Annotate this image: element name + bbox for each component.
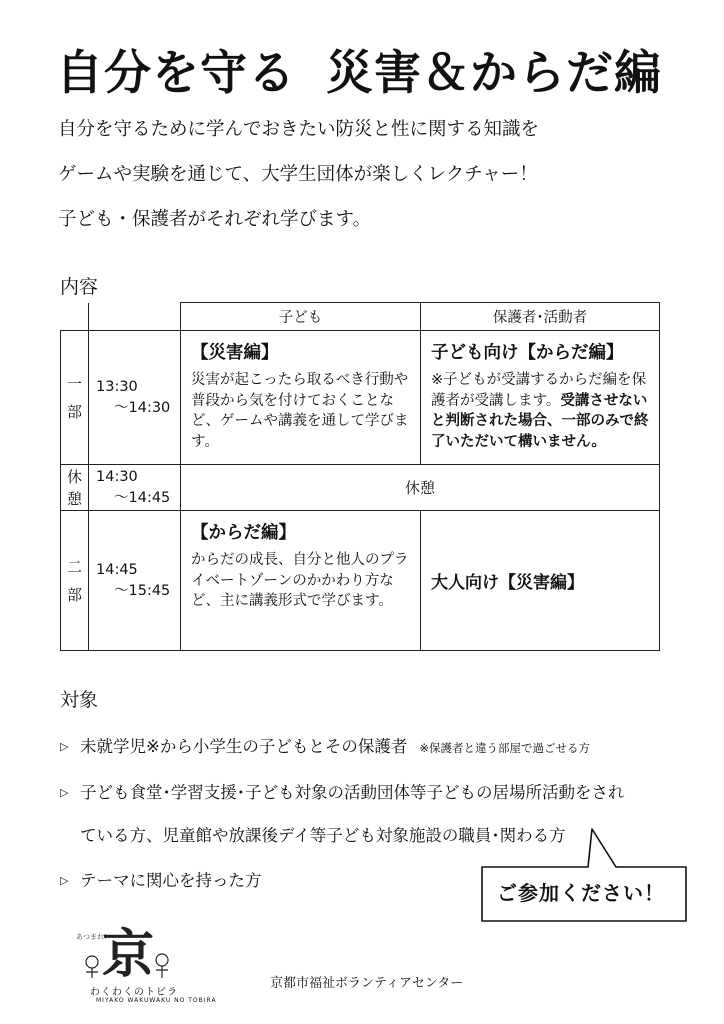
part1-label: 一部: [61, 331, 89, 465]
part1-guardian-note: ※子どもが受講するからだ編を保護者が受講します。: [431, 372, 647, 409]
title-part1: 自分を守る: [56, 46, 296, 101]
part1-guardian-note-bold: 受講させないと判断された場合、一部のみで終了いただいて構いません。: [431, 392, 649, 450]
triangle-bullet-icon: ▷: [60, 874, 69, 887]
part1-child-heading: 【災害編】: [191, 343, 279, 363]
break-time: 14:30 ～14:45: [89, 465, 181, 511]
part1-child-cell: [181, 331, 421, 465]
logo-kanji: 京: [102, 924, 155, 985]
column-header-guardian: 保護者･活動者: [421, 303, 660, 331]
footer-organization: 京都市福祉ボランティアセンター: [270, 976, 464, 991]
schedule-table: [60, 302, 660, 651]
people-illustration-icon: [70, 912, 180, 984]
column-header-child: 子ども: [181, 303, 421, 331]
intro-line-2: ゲームや実験を通じて、大学生団体が楽しくレクチャー！: [58, 164, 538, 185]
content-heading: 内容: [60, 276, 99, 298]
part1-guardian-heading: 子ども向け【からだ編】: [431, 343, 624, 363]
part1-time: 13:30 ～14:30: [89, 331, 181, 465]
part2-child-heading: 【からだ編】: [191, 523, 296, 543]
target-heading: 対象: [60, 689, 99, 711]
page-title: [56, 36, 662, 103]
break-cell: 休憩: [181, 465, 660, 511]
target-item-1: ▷ 未就学児※から小学生の子どもとその保護者 ※保護者と違う部屋で過ごせる方: [60, 737, 590, 756]
triangle-bullet-icon: ▷: [60, 740, 69, 753]
title-part2: 災害＆からだ編: [326, 46, 662, 101]
intro-line-3: 子ども・保護者がそれぞれ学びます。: [58, 209, 372, 230]
target-item-2: ▷ 子ども食堂･学習支援･子ども対象の活動団体等子どもの居場所活動をされ: [60, 783, 625, 802]
intro-line-1: 自分を守るために学んでおきたい防災と性に関する知識を: [58, 119, 540, 140]
part1-child-body: 災害が起こったら取るべき行動や普段から気を付けておくことなど、ゲームや講義を通して学びます。: [191, 372, 409, 450]
speech-bubble: [480, 825, 690, 925]
part2-time: 14:45 ～15:45: [89, 511, 181, 651]
target-item-3: ▷ テーマに関心を持った方: [60, 871, 262, 890]
bubble-text: ご参加ください！: [497, 881, 665, 905]
logo-text: わくわくのトビラ: [90, 987, 178, 998]
logo-tag: あつまれ!: [76, 933, 107, 941]
target-item-1-note: ※保護者と違う部屋で過ごせる方: [419, 741, 590, 755]
logo-subtext: MIYAKO WAKUWAKU NO TOBIRA: [96, 997, 217, 1004]
part2-guardian-cell: 大人向け【災害編】: [421, 511, 660, 651]
triangle-bullet-icon: ▷: [60, 786, 69, 799]
part2-child-cell: [181, 511, 421, 651]
part1-guardian-cell: [421, 331, 660, 465]
target-item-2-cont: ている方、児童館や放課後デイ等子ども対象施設の職員･関わる方: [80, 826, 566, 845]
break-label: 休憩: [61, 465, 89, 511]
part2-child-body: からだの成長、自分と他人のプライベートゾーンのかかわり方など、主に講義形式で学びます。: [191, 552, 409, 609]
part2-label: 二部: [61, 511, 89, 651]
